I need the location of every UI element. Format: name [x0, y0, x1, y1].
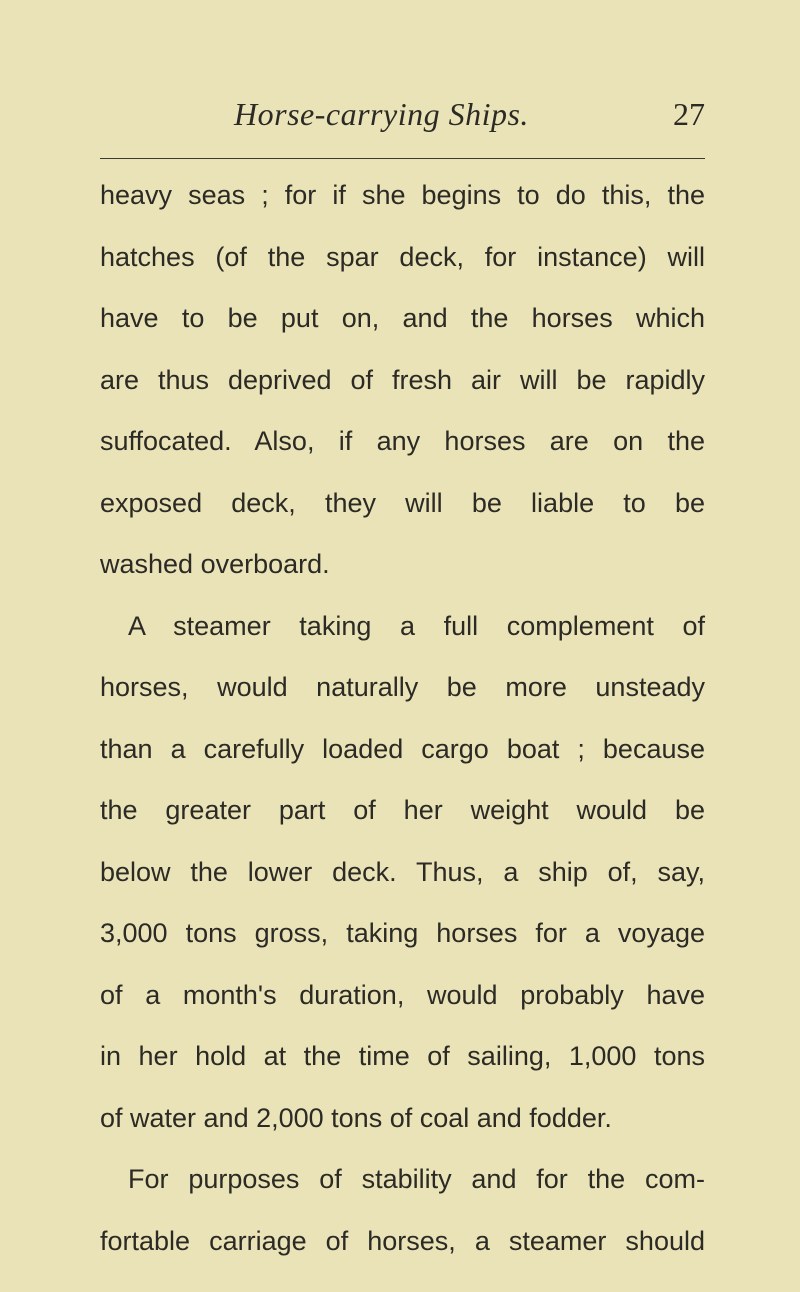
text-line: horses, would naturally be more unsteady — [100, 672, 705, 702]
text-line: have to be put on, and the horses which — [100, 303, 705, 333]
text-line: in her hold at the time of sailing, 1,000 tons — [100, 1041, 705, 1071]
text-line: hatches (of the spar deck, for instance) will — [100, 241, 705, 272]
text-line: A steamer taking a full complement of — [128, 610, 705, 641]
text-line: are thus deprived of fresh air will be rapidly — [100, 364, 705, 395]
text-line: fortable carriage of horses, a steamer should — [100, 1225, 705, 1256]
text-line: For purposes of stability and for the com- — [128, 1164, 705, 1194]
text-line: heavy seas ; for if she begins to do this, the — [100, 180, 705, 210]
text-line: 3,000 tons gross, taking horses for a voyage — [100, 918, 705, 948]
running-title: Horse-carrying Ships. — [234, 96, 529, 132]
text-line: than a carefully loaded cargo boat ; because — [100, 733, 705, 764]
text-line: below the lower deck. Thus, a ship of, say, — [100, 856, 705, 887]
text-line: of a month's duration, would probably have — [100, 979, 705, 1010]
text-line: suffocated. Also, if any horses are on the — [100, 426, 705, 456]
page-number: 27 — [673, 96, 705, 132]
text-line: the greater part of her weight would be — [100, 795, 705, 825]
text-line: washed overboard. — [100, 549, 330, 579]
text-line: exposed deck, they will be liable to be — [100, 487, 705, 518]
running-head — [100, 96, 705, 140]
text-line: of water and 2,000 tons of coal and fodder. — [100, 1102, 612, 1133]
header-rule — [100, 158, 705, 159]
body-text — [100, 165, 705, 1272]
